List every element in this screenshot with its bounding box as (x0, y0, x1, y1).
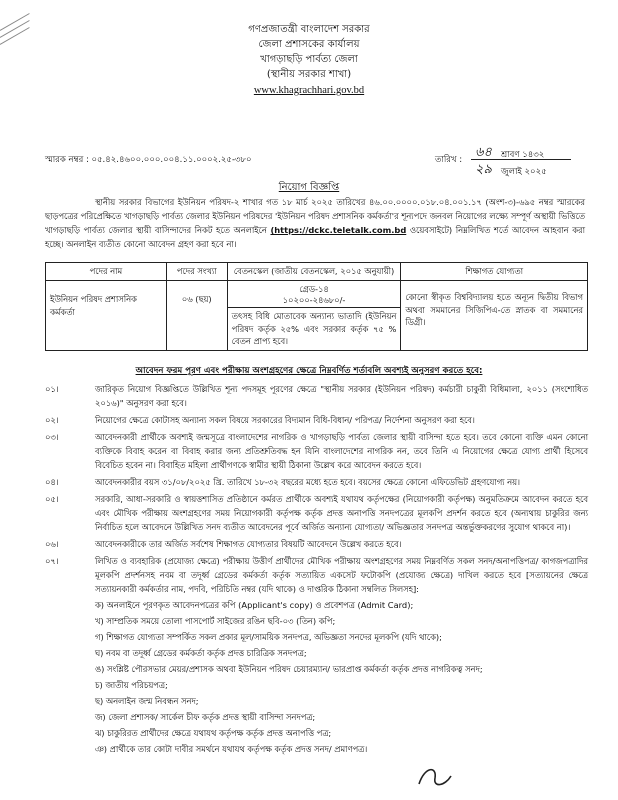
notice-title: নিয়োগ বিজ্ঞপ্তি (278, 182, 340, 193)
memo-reference: স্মারক নম্বর : ০৫.৪২.৪৬০০.০০০.০০৪.১১.০০০২.২৫-৩৮০ (45, 155, 252, 165)
document-list-item: চ) জাতীয় পরিচয়পত্র; (95, 680, 168, 690)
date-month-bangla: শ্রাবণ ১৪৩২ (501, 150, 545, 160)
header-line-district: খাগড়াছড়ি পার্বত্য জেলা (260, 54, 358, 65)
document-list-item: ঘ) নবম বা তদূর্ধ্ব গ্রেডের কর্মকর্তা কর্তৃক প্রদত্ত চারিত্রিক সনদপত্র; (95, 648, 307, 658)
cell-grade: গ্রেড-১৪ (299, 284, 329, 294)
condition-item: ০৭। লিখিত ও ব্যবহারিক (প্রযোজ্য ক্ষেত্রে) পরীক্ষায় উত্তীর্ণ প্রার্থীদের মৌখিক পরীক্ষায় অংশগ্রহণের সময় নিম্নবর্ণিত সকল সনদ/অনাপত্তিপত্র/ কাগজপত্রাদির মূলকপি প্রদর্শনসহ নবম বা তদূর্ধ্ব গ্রেডের কর্মকর্তা কর্তৃক সত্যায়িত একসেট ফটোকপি (প্রযোজ্য ক্ষেত্রে) দাখিল করতে হবে [সত্যায়নের ক্ষেত্রে সত্যায়নকারী কর্মকর্তার নাম, পদবি, পরিচিতি নম্বর (যদি থাকে) ও দাপ্তরিক ঠিকানা সম্বলিত সিলসহ]: ক) অনলাইনে পূরণকৃত আবেদনপত্রের কপি (Applicant's copy) ও প্রবেশপত্র (Admit Card); খ) সাম্প্রতিক সময়ে তোলা পাসপোর্ট সাইজের রঙিন ছবি-০৩ (তিন) কপি; গ) শিক্ষাগত যোগ্যতা সম্পর্কিত সকল প্রকার মূল/সাময়িক সনদপত্র, অভিজ্ঞতা সনদের মূলকপি (যদি থাকে); ঘ) নবম বা তদূর্ধ্ব গ্রেডের কর্মকর্তা কর্তৃক প্রদত্ত চারিত্রিক সনদপত্র; ঙ) সংশ্লিষ্ট পৌরসভার মেয়র/প্রশাসক অথবা ইউনিয়ন পরিষদ চেয়ারম্যান/ ভারপ্রাপ্ত কর্মকর্তা কর্তৃক প্রদত্ত নাগরিকত্ব সনদ; চ) জাতীয় পরিচয়পত্র; ছ) অনলাইন জন্ম নিবন্ধন সনদ; জ) জেলা প্রশাসক/ সার্কেল চীফ কর্তৃক প্রদত্ত স্থায়ী বাসিন্দা সনদপত্র; ঝ) চাকুরিরত প্রার্থীদের ক্ষেত্রে যথাযথ কর্তৃপক্ষ কর্তৃক প্রদত্ত অনাপত্তি পত্র; ঞ) প্রার্থীকে তার কোটা দাবীর সমর্থনে যথাযথ কর্তৃপক্ষ কর্তৃক প্রদত্ত সনদ/ প্রমাণপত্র। (45, 556, 588, 754)
col-header-qualification: শিক্ষাগত যোগ্যতা (401, 263, 588, 281)
document-list-item: জ) জেলা প্রশাসক/ সার্কেল চীফ কর্তৃক প্রদত্ত স্থায়ী বাসিন্দা সনদপত্র; (95, 712, 316, 722)
website-link[interactable]: www.khagrachhari.gov.bd (253, 85, 365, 96)
signature-mark (415, 762, 455, 792)
date-month-english: জুলাই ২০২৫ (501, 167, 547, 177)
header-line-office: জেলা প্রশাসকের কার্যালয় (258, 39, 360, 50)
col-header-post: পদের নাম (46, 263, 167, 281)
condition-item: ০৪। আবেদনকারীর বয়স ৩১/০৮/২০২৫ খ্রি. তারিখে ১৮-৩২ বছরের মধ্যে হতে হবে। বয়সের ক্ষেত্রে কোনো এফিডেভিট গ্রহণযোগ্য নয়। (45, 477, 520, 487)
condition-item: ০১। জারিকৃত নিয়োগ বিজ্ঞপ্তিতে উল্লিখিত শূন্য পদসমূহ পূরণের ক্ষেত্রে "স্থানীয় সরকার (ইউনিয়ন পরিষদ) কর্মচারী চাকুরী বিধিমালা, ২০১১ (সংশোধিত ২০১৬)" অনুসরণ করা হবে। (45, 384, 588, 408)
document-list-item: ঝ) চাকুরিরত প্রার্থীদের ক্ষেত্রে যথাযথ কর্তৃপক্ষ কর্তৃক প্রদত্ত অনাপত্তি পত্র; (95, 728, 332, 738)
header-line-branch: (স্থানীয় সরকার শাখা) (266, 69, 352, 80)
header-url-row (0, 83, 618, 98)
table-header-row (46, 263, 588, 281)
table-row (46, 281, 588, 351)
col-header-payscale: বেতনস্কেল (জাতীয় বেতনস্কেল, ২০১৫ অনুযায়ী) (227, 263, 401, 281)
intro-paragraph: স্থানীয় সরকার বিভাগের ইউনিয়ন পরিষদ-২ শাখার গত ১৮ মার্চ ২০২৫ তারিখের ৪৬.০০.০০০০.০১৮.০৪.০০১.১৭ (অংশ-৩)-৬৯৫ নম্বর স্মারকের ছাড়পত্রের পরিপ্রেক্ষিতে খাগড়াছড়ি পার্বত্য জেলার ইউনিয়ন পরিষদের 'ইউনিয়ন পরিষদ প্রশাসনিক কর্মকর্তা'র শূন্যপদে জনবল নিয়োগের লক্ষ্যে সম্পূর্ণ অস্থায়ী ভিত্তিতে খাগড়াছড়ি পার্বত্য জেলার স্থায়ী বাসিন্দাদের নিকট হতে অনলাইনে (https://dckc.teletalk.com.bd ওয়েবসাইটে) নিম্নলিখিত শর্তে আবেদন আহবান করা হচ্ছে। অনলাইন ব্যতীত কোনো আবেদন গ্রহণ করা হবে না। (45, 197, 586, 249)
cell-scale: ১০২০০-২৪৬৮০/- (228, 294, 401, 309)
document-list-item: ছ) অনলাইন জন্ম নিবন্ধন সনদ; (95, 696, 199, 706)
conditions-title: আবেদন ফরম পূরণ এবং পরীক্ষায় অংশগ্রহণের ক্ষেত্রে নিম্নবর্ণিত শর্তাবলি অবশ্যই অনুসরণ করতে হবে: (135, 366, 483, 376)
vacancy-table (45, 262, 588, 351)
cell-pay-note: তৎসহ বিধি মোতাবেক অন্যান্য ভাতাদি (ইউনিয়ন পরিষদ কর্তৃক ২৫% এবং সরকার কর্তৃক ৭৫ % বেতন প্রাপ্য হবে। (231, 311, 397, 346)
document-list-item: ঙ) সংশ্লিষ্ট পৌরসভার মেয়র/প্রশাসক অথবা ইউনিয়ন পরিষদ চেয়ারম্যান/ ভারপ্রাপ্ত কর্মকর্তা কর্তৃক প্রদত্ত নাগরিকত্ব সনদ; (95, 664, 483, 674)
condition-item: ০২। নিয়োগের ক্ষেত্রে কোটাসহ অন্যান্য সকল বিষয়ে সরকারের বিদ্যমান বিধি-বিধান/ পরিপত্র/ নির্দেশনা অনুসরণ করা হবে। (45, 415, 475, 425)
col-header-count: পদের সংখ্যা (166, 263, 227, 281)
document-list-item: ঞ) প্রার্থীকে তার কোটা দাবীর সমর্থনে যথাযথ কর্তৃপক্ষ কর্তৃক প্রদত্ত সনদ/ প্রমাণপত্র। (95, 744, 368, 754)
cell-payscale (227, 281, 401, 351)
cell-qualification: কোনো স্বীকৃত বিশ্ববিদ্যালয় হতে অন্যূন দ্বিতীয় বিভাগ অথবা সমমানের সিজিপিএ-তে স্নাতক বা সমমানের ডিগ্রী। (401, 281, 588, 351)
date-label: তারিখ : (435, 155, 463, 165)
condition-item: ০৬। আবেদনকারীকে তার অর্জিত সর্বশেষ শিক্ষাগত যোগ্যতার বিষয়টি আবেদনে উল্লেখ করতে হবে। (45, 539, 402, 549)
conditions-list (45, 382, 588, 759)
header-line-govt: গণপ্রজাতন্ত্রী বাংলাদেশ সরকার (248, 24, 370, 35)
cell-count: ০৬ (ছয়) (166, 281, 227, 351)
application-site-link[interactable]: (https://dckc.teletalk.com.bd (270, 225, 407, 235)
document-list-item: খ) সাম্প্রতিক সময়ে তোলা পাসপোর্ট সাইজের রঙিন ছবি-০৩ (তিন) কপি; (95, 616, 336, 626)
date-day-english: ২৯ (475, 162, 492, 177)
cell-post: ইউনিয়ন পরিষদ প্রশাসনিক কর্মকর্তা (46, 281, 167, 351)
date-day-bangla: ৬৪ (475, 145, 492, 160)
document-list-item: গ) শিক্ষাগত যোগ্যতা সম্পর্কিত সকল প্রকার মূল/সাময়িক সনদপত্র, অভিজ্ঞতা সনদের মূলকপি (যদি থাকে); (95, 632, 442, 642)
condition-item: ০৩। আবেদনকারী প্রার্থীকে অবশ্যই জন্মসূত্রে বাংলাদেশের নাগরিক ও খাগড়াছড়ি পার্বত্য জেলার স্থায়ী বাসিন্দা হতে হবে। তবে কোনো ব্যক্তি এমন কোনো ব্যক্তিকে বিবাহ করেন বা বিবাহ করার জন্য প্রতিশ্রুতিবদ্ধ হন যিনি বাংলাদেশের নাগরিক নন, তবে তিনি এ নিয়োগের ক্ষেত্রে যোগ্য প্রার্থী হিসেবে বিবেচিত হবেন না। বিবাহিত মহিলা প্রার্থীগণকে স্বামীর স্থায়ী ঠিকানা উল্লেখ করে আবেদন করতে হবে। (45, 432, 588, 470)
document-list-item: ক) অনলাইনে পূরণকৃত আবেদনপত্রের কপি (Applicant's copy) ও প্রবেশপত্র (Admit Card); (95, 600, 414, 610)
condition-item: ০৫। সরকারি, আধা-সরকারি ও স্বায়ত্তশাসিত প্রতিষ্ঠানে কর্মরত প্রার্থীকে অবশ্যই যথাযথ কর্তৃপক্ষের (নিয়োগকারী কর্তৃপক্ষ) অনুমতিক্রমে আবেদন করতে হবে এবং মৌখিক পরীক্ষায় অংশগ্রহণের সময় নিয়োগকারী কর্তৃপক্ষ কর্তৃক প্রদত্ত অনাপত্তি সনদপত্রের মূলকপি প্রদর্শন করতে হবে (অন্যথায় চাকুরির জন্য নির্বাচিত হলে আবেদনে উল্লিখিত সনদ ব্যতীত আবেদনের পূর্বে অর্জিত অন্যান্য যোগ্যতা/ অভিজ্ঞতার সনদপত্র অন্তর্ভুক্তকরণের সুযোগ থাকবে না)। (45, 494, 588, 532)
